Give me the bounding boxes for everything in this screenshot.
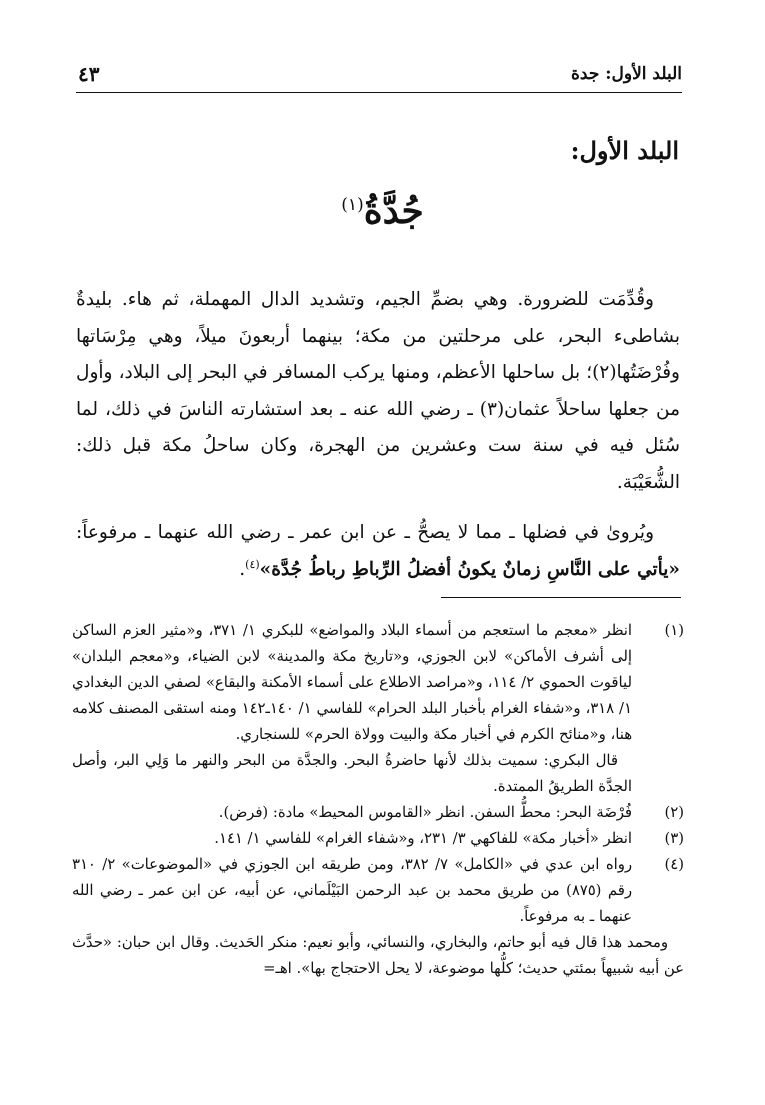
footnote-2	[72, 800, 684, 826]
footnote-1-note: قال البكري: سميت بذلك لأنها حاضرةُ البحر. والجدَّة من البحر والنهر ما وَلِي البر، وأصل الجدَّة الطريقُ الممتدة.	[72, 752, 632, 795]
chapter-title: البلد الأول:	[570, 136, 679, 165]
header-rule	[76, 92, 682, 93]
footnote-number: (٤)	[664, 856, 684, 873]
footnote-number: (٢)	[664, 804, 684, 821]
body-paragraph-1: وقُدِّمَت للضرورة. وهي بضمِّ الجيم، وتشديد الدال المهملة، ثم هاء. بليدةٌ بشاطىء البحر، على مرحلتين من مكة؛ بينهما أربعونَ ميلاً، وهي مِرْسَاتها وفُرْضَتُها(٢)؛ بل ساحلها الأعظم، ومنها يركب المسافر في البحر إلى البلاد، وأول من جعلها ساحلاً عثمان(٣) ـ رضي الله عنه ـ بعد استشارته الناسَ في ذلك، لما سُئل فيه في سنة ست وعشرين من الهجرة، وكان ساحلُ مكة قبل ذلك: الشُّعَيْبَة.	[76, 289, 680, 493]
page-number: ٤٣	[78, 62, 100, 86]
entry-title: جُدَّةُ	[363, 190, 424, 232]
paragraph-2-intro: ويُروىٰ في فضلها ـ مما لا يصحُّ ـ عن ابن عمر ـ رضي الله عنهما ـ مرفوعاً:	[76, 522, 654, 543]
footnote-number: (٣)	[664, 830, 684, 847]
running-header	[76, 58, 682, 92]
hadith-quote: «يأتي على النَّاسِ زمانٌ يكونُ أفضلُ الرِّباطِ رباطُ جُدَّة»	[259, 558, 680, 580]
footnote-1	[72, 618, 684, 748]
footnote-text: انظر «معجم ما استعجم من أسماء البلاد والمواضع» للبكري ١/ ٣٧١، و«مثير العزم الساكن إلى أشرف الأماكن» لابن الجوزي، و«تاريخ مكة والمدينة» لابن الضياء، و«معجم البلدان» لياقوت الحموي ٢/ ١١٤، و«مراصد الاطلاع على أسماء الأمكنة والبقاع» لصفي الدين البغدادي ١/ ٣١٨، و«شفاء الغرام بأخبار البلد الحرام» للفاسي ١/ ١٤٠ـ١٤٢ ومنه استقى المصنف كلامه هنا، و«منائح الكرم في أخبار مكة والبيت وولاة الحرم» للسنجاري.	[72, 622, 632, 743]
footnote-text: انظر «أخبار مكة» للفاكهي ٣/ ٢٣١، و«شفاء الغرام» للفاسي ١/ ١٤١.	[214, 830, 632, 847]
running-title: البلد الأول: جدة	[570, 64, 682, 84]
footnote-separator	[441, 597, 681, 598]
footnote-3	[72, 826, 684, 852]
footnotes-section	[72, 618, 684, 982]
footnote-4	[72, 852, 684, 930]
entry-heading	[0, 190, 765, 232]
footnote-4-note: ومحمد هذا قال فيه أبو حاتم، والبخاري، والنسائي، وأبو نعيم: منكر الحَديث. وقال ابن حبان: «حدَّث عن أبيه شبيهاً بمئتي حديث؛ كلُّها موضوعة، لا يحل الاحتجاج بها». اهـ=	[72, 934, 684, 977]
footnote-text: رواه ابن عدي في «الكامل» ٧/ ٣٨٢، ومن طريقه ابن الجوزي في «الموضوعات» ٢/ ٣١٠ رقم (٨٧٥) من طريق محمد بن عبد الرحمن البَيْلَماني، عن أبيه، عن ابن عمر ـ رضي الله عنهما ـ به مرفوعاً.	[72, 856, 632, 925]
footnote-number: (١)	[664, 622, 684, 639]
hadith-footnote-ref: (٤)	[245, 557, 260, 571]
body-paragraph-2	[76, 515, 680, 588]
entry-footnote-ref: (١)	[341, 195, 364, 215]
main-text	[76, 282, 680, 588]
footnote-text: فُرْضَة البحر: محطُّ السفن. انظر «القاموس المحيط» مادة: (فرض).	[218, 804, 632, 821]
paragraph-2-end: .	[239, 558, 246, 580]
